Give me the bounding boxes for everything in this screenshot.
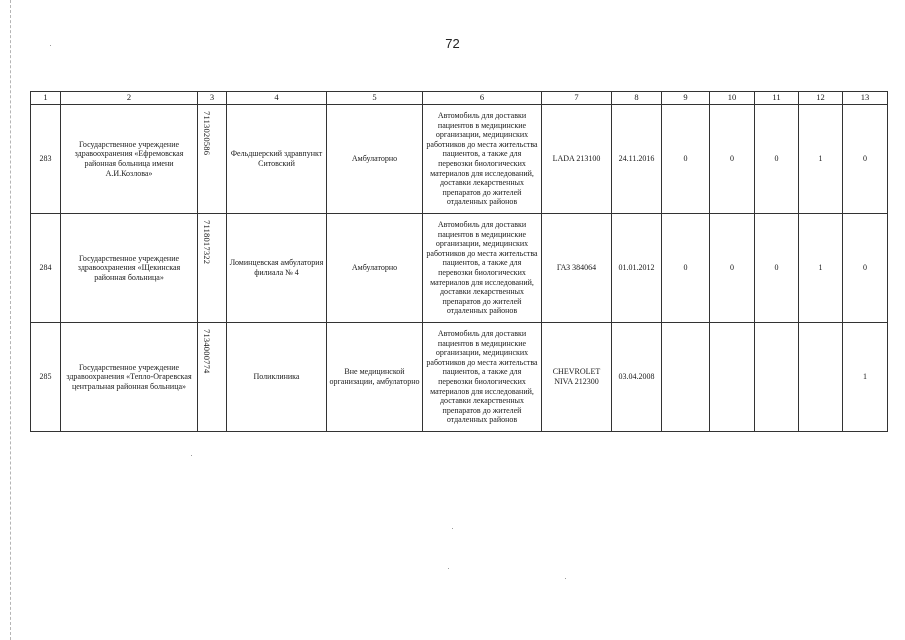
vehicle-model: LADA 213100 (542, 105, 612, 214)
value-col-12: 1 (799, 105, 843, 214)
organization-name: Государственное учреждение здравоохранения «Щекинская районная больница» (61, 214, 198, 323)
vehicle-model: ГАЗ 384064 (542, 214, 612, 323)
care-conditions: Амбулаторно (327, 105, 423, 214)
value-col-10: 0 (710, 105, 755, 214)
column-header: 2 (61, 92, 198, 105)
organization-name: Государственное учреждение здравоохранения «Ефремовская районная больница имени А.И.Козлова» (61, 105, 198, 214)
value-col-11: 0 (755, 105, 799, 214)
scan-speck (448, 568, 449, 569)
row-number: 285 (31, 323, 61, 432)
value-col-13: 0 (843, 105, 888, 214)
value-col-13: 0 (843, 214, 888, 323)
column-header: 13 (843, 92, 888, 105)
inn-value: 7134000774 (202, 328, 212, 373)
vehicle-table (30, 91, 888, 432)
unit-name: Поликлиника (227, 323, 327, 432)
row-number: 283 (31, 105, 61, 214)
column-header: 1 (31, 92, 61, 105)
table-row (31, 214, 888, 323)
value-col-10: 0 (710, 214, 755, 323)
inn-value: 7113020586 (202, 110, 212, 155)
vehicle-model: CHEVROLET NIVA 212300 (542, 323, 612, 432)
scan-speck (452, 528, 453, 529)
value-col-9: 0 (662, 105, 710, 214)
vehicle-purpose: Автомобиль для доставки пациентов в медицинские организации, медицинских работников до места жительства пациентов, а также для перевозки биологических материалов для исследований, доставки лекарственных препаратов до жителей отдаленных районов (423, 323, 542, 432)
value-col-9: 0 (662, 214, 710, 323)
value-col-11: 0 (755, 214, 799, 323)
column-header: 6 (423, 92, 542, 105)
value-col-12: 1 (799, 214, 843, 323)
scan-speck (565, 578, 566, 579)
column-header: 4 (227, 92, 327, 105)
value-col-12 (799, 323, 843, 432)
inn-value: 7118017322 (202, 219, 212, 264)
column-header: 11 (755, 92, 799, 105)
value-col-11 (755, 323, 799, 432)
vehicle-purpose: Автомобиль для доставки пациентов в медицинские организации, медицинских работников до места жительства пациентов, а также для перевозки биологических материалов для исследований, доставки лекарственных препаратов до жителей отдаленных районов (423, 214, 542, 323)
value-col-9 (662, 323, 710, 432)
organization-name: Государственное учреждение здравоохранения «Тепло-Огаревская центральная районная больница» (61, 323, 198, 432)
vehicle-purpose: Автомобиль для доставки пациентов в медицинские организации, медицинских работников до места жительства пациентов, а также для перевозки биологических материалов для исследований, доставки лекарственных препаратов до жителей отдаленных районов (423, 105, 542, 214)
scan-speck (191, 455, 192, 456)
registration-date: 01.01.2012 (612, 214, 662, 323)
inn-cell (198, 323, 227, 432)
unit-name: Ломинцевская амбулатория филиала № 4 (227, 214, 327, 323)
value-col-10 (710, 323, 755, 432)
care-conditions: Амбулаторно (327, 214, 423, 323)
row-number: 284 (31, 214, 61, 323)
inn-cell (198, 105, 227, 214)
inn-cell (198, 214, 227, 323)
registration-date: 03.04.2008 (612, 323, 662, 432)
page-number: 72 (445, 36, 460, 51)
care-conditions: Вне медицинской организации, амбулаторно (327, 323, 423, 432)
column-header: 3 (198, 92, 227, 105)
value-col-13: 1 (843, 323, 888, 432)
column-header: 8 (612, 92, 662, 105)
header-row (31, 92, 888, 105)
table-row (31, 323, 888, 432)
unit-name: Фельдшерский здравпункт Ситовский (227, 105, 327, 214)
column-header: 7 (542, 92, 612, 105)
scan-speck (50, 45, 51, 46)
column-header: 5 (327, 92, 423, 105)
column-header: 12 (799, 92, 843, 105)
column-header: 10 (710, 92, 755, 105)
scan-edge-line (10, 0, 11, 640)
table-row (31, 105, 888, 214)
column-header: 9 (662, 92, 710, 105)
registration-date: 24.11.2016 (612, 105, 662, 214)
